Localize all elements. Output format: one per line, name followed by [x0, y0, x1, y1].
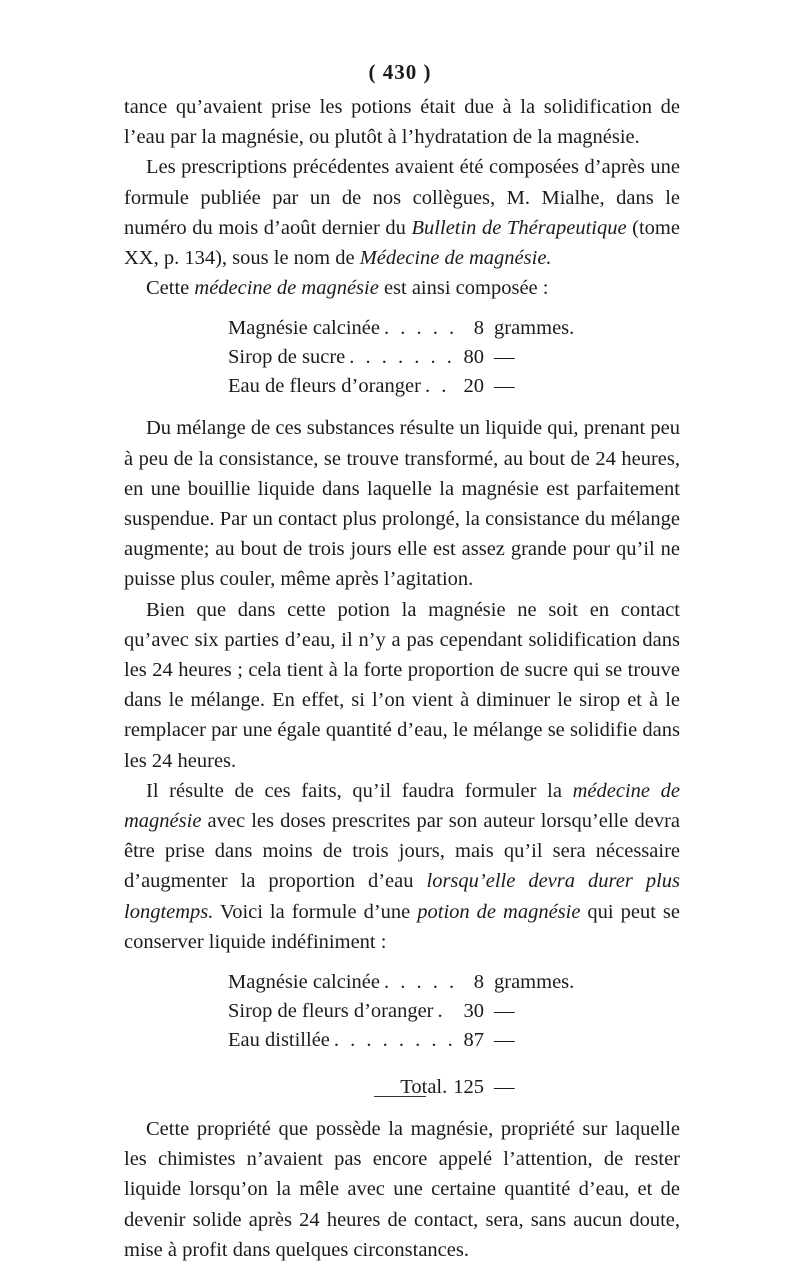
- unit: —: [494, 346, 515, 369]
- unit: —: [494, 1029, 515, 1052]
- paragraph-7: Cette propriété que possède la magnésie, propriété sur laquelle les chimistes n’avaient pas encore appelé l’attention, de rester liquide lorsqu’on la mêle avec une certaine quantité d’eau, et de devenir solide après 24 heures de contact, sera, sans aucun doute, mise à profit dans quelques circonstances.: [124, 1118, 680, 1261]
- paragraph-2-text-a: Les prescriptions précédentes avaient été composées d’après une formule publiée par un de nos collègues, M. Mialhe, dans le numéro du mois d’août dernier du: [124, 156, 680, 239]
- recipe-2-row: [228, 1026, 588, 1055]
- total-quantity: 125: [453, 1076, 484, 1099]
- total-label: Total.: [400, 1076, 448, 1099]
- paragraph-6-emphasis-2: lorsqu’elle devra durer plus longtemps.: [124, 870, 680, 923]
- quantity: 30: [463, 1000, 484, 1023]
- paragraph-6-text-a: Il résulte de ces faits, qu’il faudra formuler la: [146, 779, 573, 802]
- bulletin-title: Bulletin de Thérapeutique: [411, 216, 627, 239]
- recipe-spacer: [228, 1055, 588, 1073]
- leader-dots: [380, 314, 454, 343]
- recipe-total-row: [228, 1073, 588, 1102]
- leader-dots: [330, 1026, 454, 1055]
- paragraph-5: Bien que dans cette potion la magnésie ne soit en contact qu’avec six parties d’eau, il n’y a pas cependant solidification dans les 24 heures ; cela tient à la forte proportion de sucre qui se trouve dans le mélange. En effet, si l’on vient à diminuer le sirop et à le remplacer par une égale quantité d’eau, le mélange se solidifie dans les 24 heures.: [124, 598, 680, 772]
- paragraph-6-text-g: qui peut se conserver liquide indéfiniment :: [124, 900, 680, 953]
- paragraph-6-emphasis-1: médecine de magnésie: [124, 779, 680, 833]
- page-number: ( 430 ): [368, 60, 432, 84]
- paragraph-6-text-c: avec les doses prescrites par son auteur lorsqu’elle devra être prise dans moins de trois jours, mais qu’il sera nécessaire d’augmenter la proportion d’eau: [124, 810, 680, 893]
- recipe-1-row: [228, 343, 588, 372]
- ingredient: Magnésie calcinée: [228, 317, 380, 340]
- ingredient: Eau distillée: [228, 1029, 330, 1052]
- quantity: 8: [473, 317, 484, 340]
- paragraph-4: Du mélange de ces substances résulte un liquide qui, prenant peu à peu de la consistance, se trouve transformé, au bout de 24 heures, en une bouillie liquide dans laquelle la magnésie est parfaitement suspendue. Par un contact plus prolongé, la consistance du mélange augmente; au bout de trois jours elle est assez grande pour qu’il ne puisse plus couler, même après l’agitation.: [124, 417, 680, 591]
- recipe-1-row: [228, 372, 588, 401]
- total-unit: —: [494, 1076, 515, 1099]
- paragraph-3-text-a: Cette: [146, 277, 195, 300]
- paragraph-3-emphasis: médecine de magnésie: [194, 277, 379, 300]
- paragraph-2: [124, 152, 680, 273]
- ingredient: Sirop de sucre: [228, 346, 346, 369]
- recipe-1-row: [228, 314, 588, 343]
- paragraph-6: [124, 776, 680, 957]
- page-body: [124, 92, 680, 1265]
- closing-rule: [374, 1096, 426, 1097]
- ingredient: Eau de fleurs d’oranger: [228, 375, 421, 398]
- paragraph-2-text-c: (tome XX, p. 134), sous le nom de: [124, 216, 680, 270]
- unit: —: [494, 1000, 515, 1023]
- unit: grammes.: [494, 317, 575, 340]
- paragraph-3-text-c: est ainsi composée :: [378, 277, 549, 300]
- unit: grammes.: [494, 971, 575, 994]
- quantity: 87: [463, 1029, 484, 1052]
- paragraph-6-emphasis-3: potion de magnésie: [417, 900, 581, 923]
- quantity: 80: [463, 346, 484, 369]
- ingredient: Magnésie calcinée: [228, 971, 380, 994]
- medecine-title: Médecine de magnésie.: [359, 247, 552, 270]
- recipe-2: [228, 968, 588, 1102]
- leader-dots: [345, 343, 454, 372]
- unit: —: [494, 375, 515, 398]
- paragraph-3: [124, 273, 680, 303]
- quantity: 8: [473, 971, 484, 994]
- paragraph-1: tance qu’avaient prise les potions était due à la solidification de l’eau par la magnésie, ou plutôt à l’hydratation de la magnésie.: [124, 96, 680, 149]
- leader-dots: [421, 372, 454, 401]
- recipe-1: [228, 314, 588, 401]
- leader-dots: [380, 968, 454, 997]
- quantity: 20: [463, 375, 484, 398]
- paragraph-6-text-e: Voici la formule d’une: [213, 900, 418, 923]
- ingredient: Sirop de fleurs d’oranger: [228, 1000, 434, 1023]
- recipe-2-row: [228, 997, 588, 1026]
- recipe-2-row: [228, 968, 588, 997]
- leader-dots: [434, 997, 454, 1026]
